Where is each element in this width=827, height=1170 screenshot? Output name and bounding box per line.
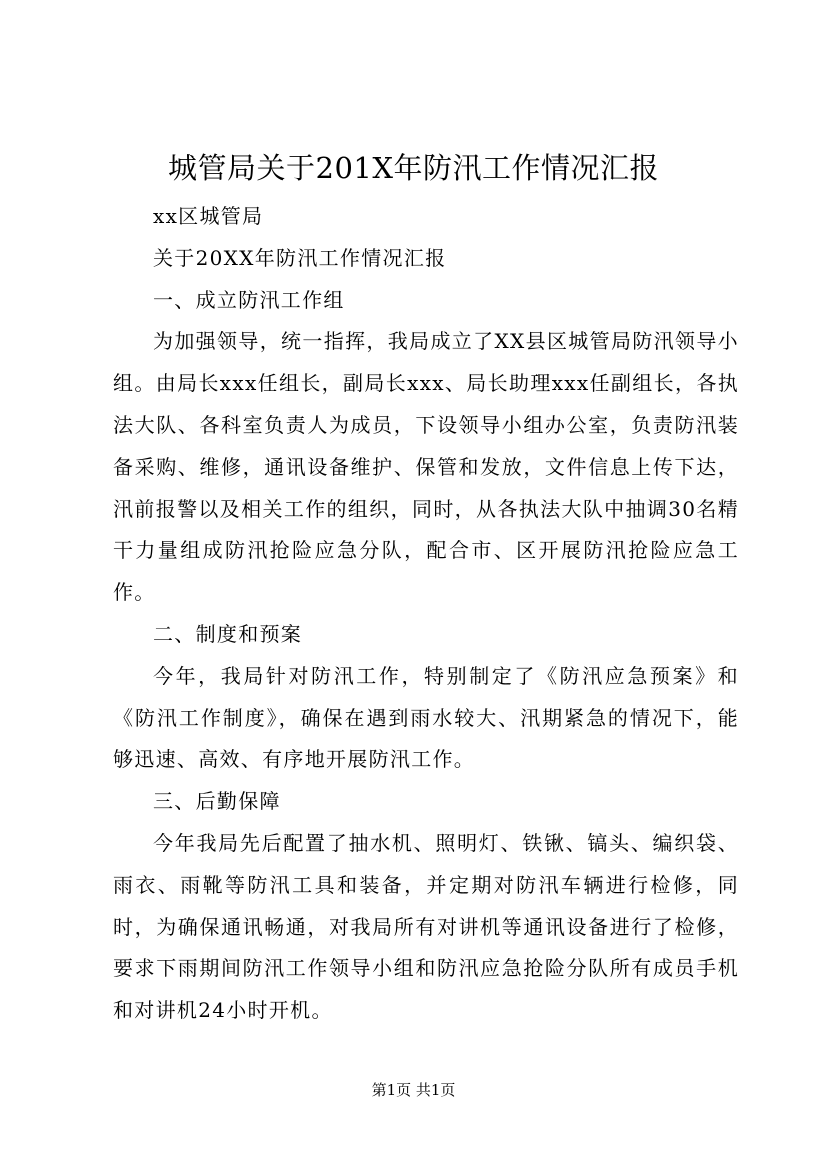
section-heading-3: 三、后勤保障 bbox=[153, 789, 281, 814]
paragraph-section-1: 为加强领导，统一指挥，我局成立了XX县区城管局防汛领导小组。由局长xxx任组长，副局长xxx、局长助理xxx任副组长，各执法大队、各科室负责人为成员，下设领导小组办公室，负责防汛装备采购、维修，通讯设备维护、保管和发放，文件信息上传下达，汛前报警以及相关工作的组织，同时，从各执法大队中抽调30名精干力量组成防汛抢险应急分队，配合市、区开展防汛抢险应急工作。 bbox=[113, 329, 739, 605]
paragraph-section-2: 今年，我局针对防汛工作，特别制定了《防汛应急预案》和《防汛工作制度》，确保在遇到雨水较大、汛期紧急的情况下，能够迅速、高效、有序地开展防汛工作。 bbox=[113, 663, 739, 772]
page-footer bbox=[0, 1080, 827, 1100]
paragraph-department: xx区城管局 bbox=[153, 204, 264, 228]
document-body bbox=[113, 196, 739, 1032]
document-title: 城管局关于201X年防汛工作情况汇报 bbox=[168, 151, 659, 185]
paragraph-section-3: 今年我局先后配置了抽水机、照明灯、铁锹、镐头、编织袋、雨衣、雨靴等防汛工具和装备，并定期对防汛车辆进行检修，同时，为确保通讯畅通，对我局所有对讲机等通讯设备进行了检修，要求下雨期间防汛工作领导小组和防汛应急抢险分队所有成员手机和对讲机24小时开机。 bbox=[113, 830, 739, 1023]
page-number-label: 第1页 共1页 bbox=[371, 1081, 456, 1099]
paragraph-subtitle: 关于20XX年防汛工作情况汇报 bbox=[153, 245, 447, 270]
section-heading-2: 二、制度和预案 bbox=[153, 621, 303, 646]
section-heading-1: 一、成立防汛工作组 bbox=[153, 287, 345, 312]
